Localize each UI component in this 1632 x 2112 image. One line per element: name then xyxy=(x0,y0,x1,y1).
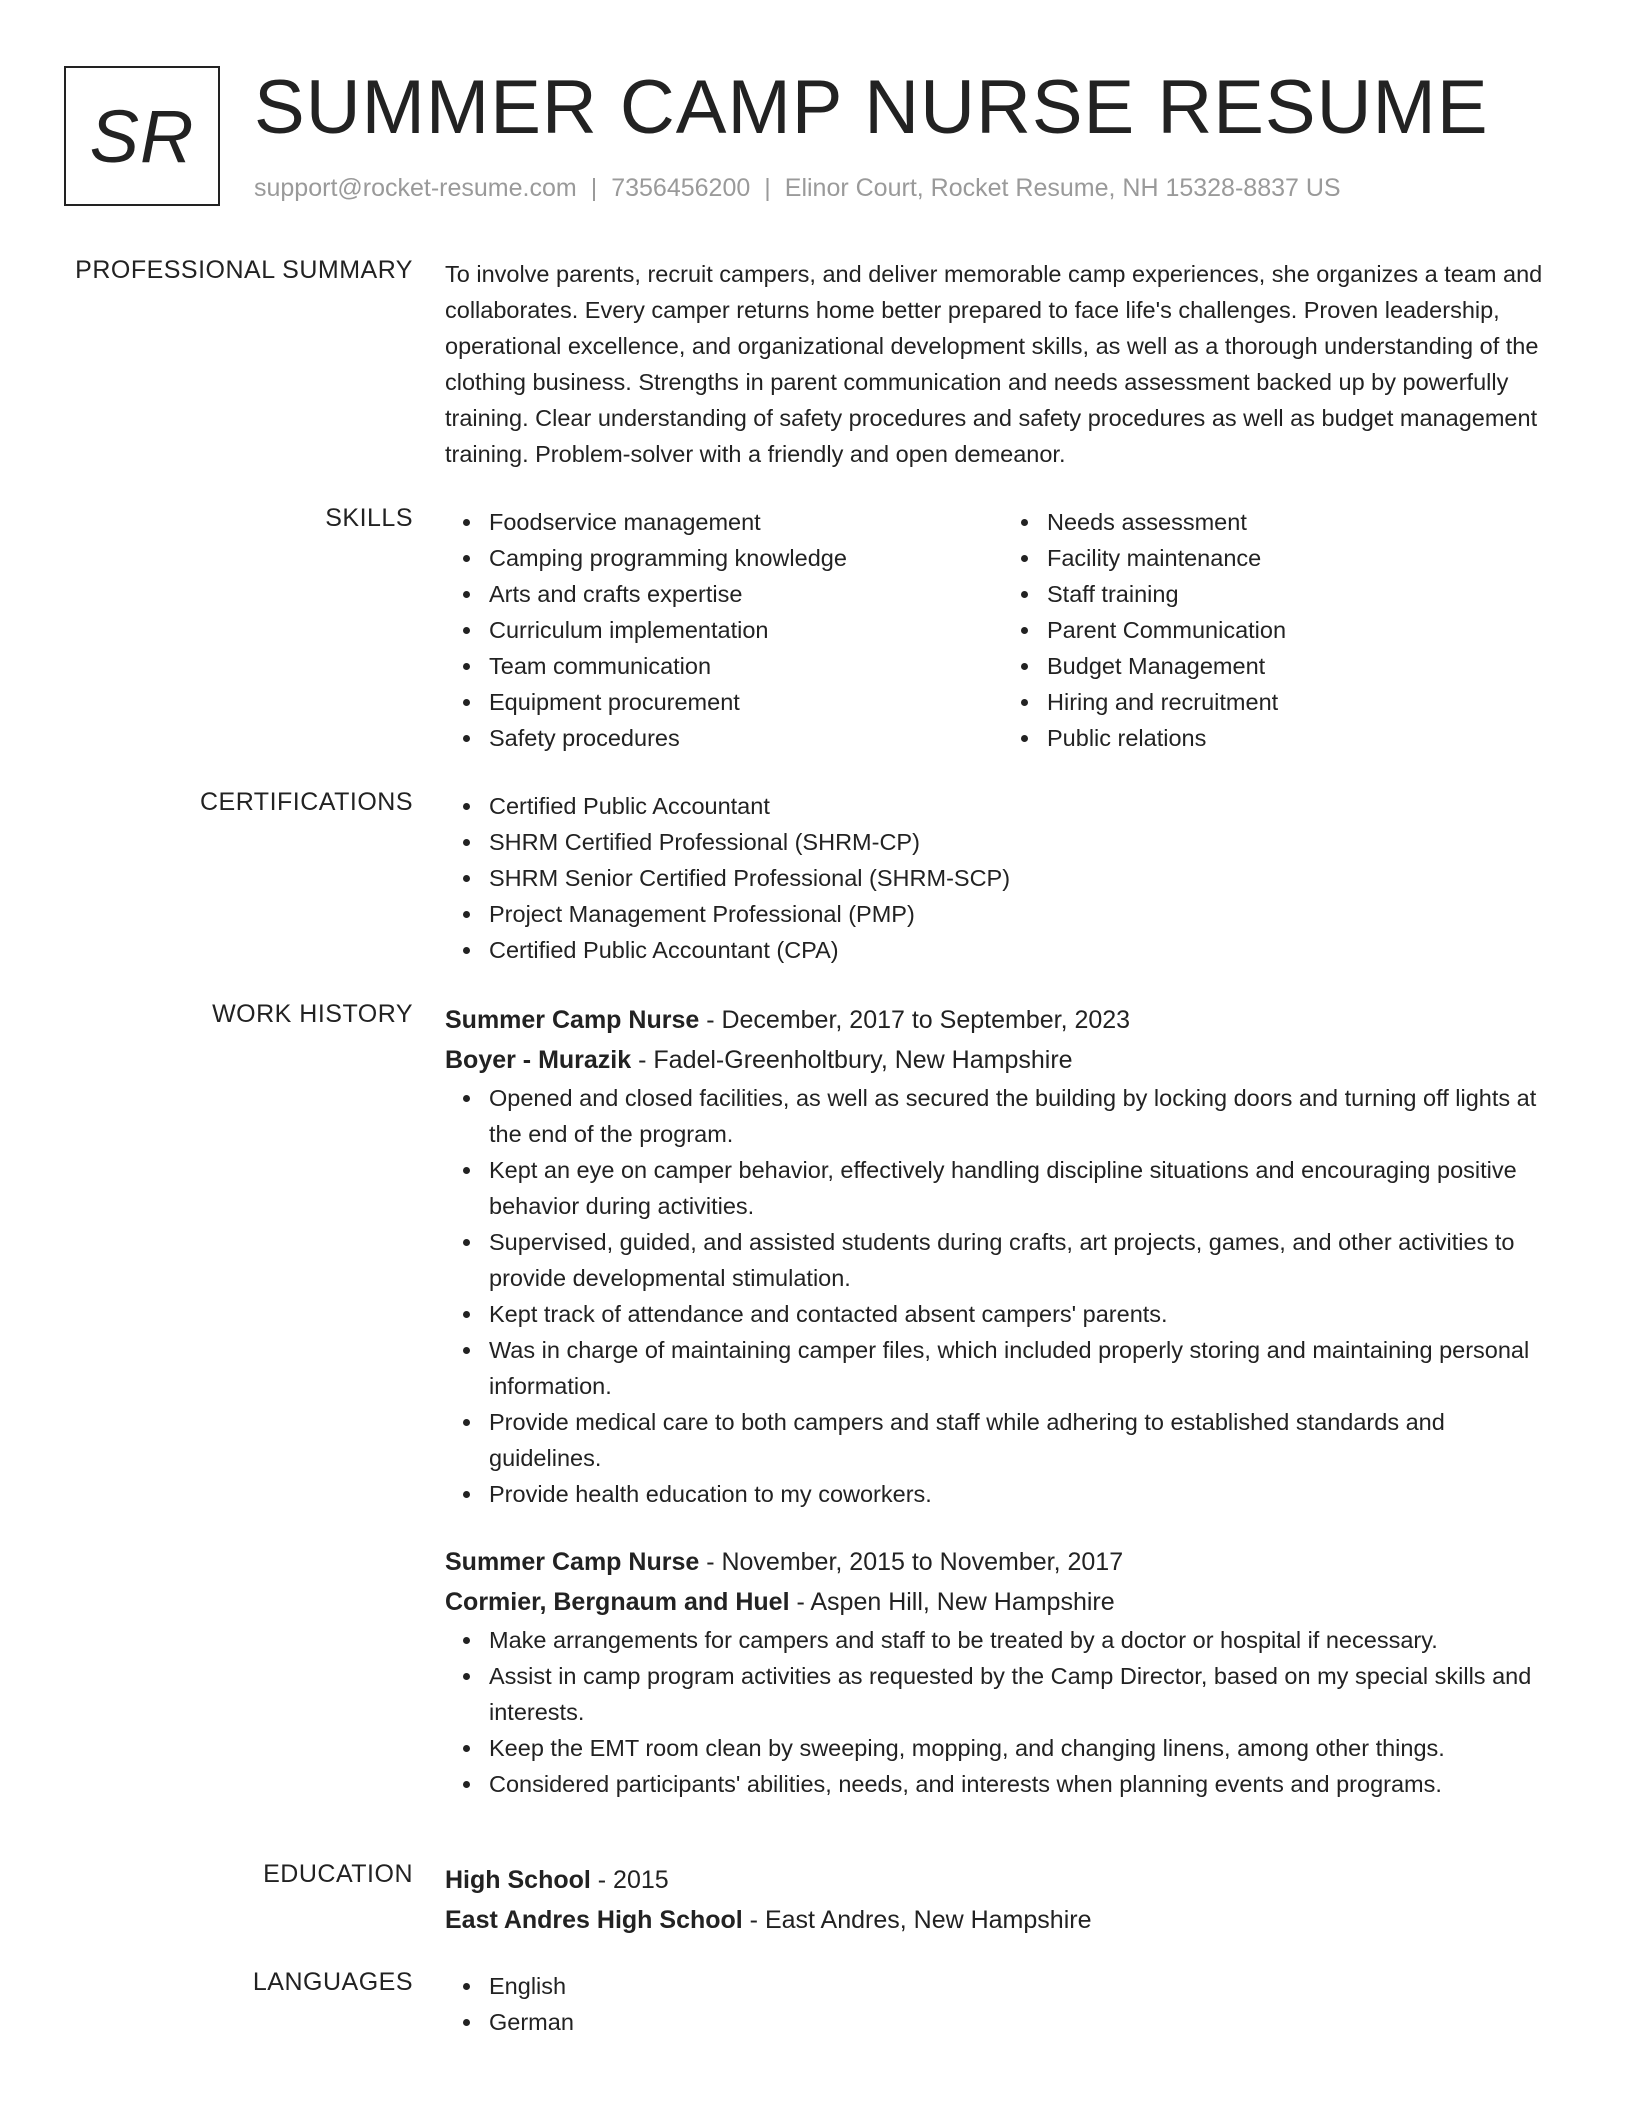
certification-item: Certified Public Accountant (CPA) xyxy=(489,932,1561,968)
skills-body xyxy=(445,504,1561,756)
work-history-body xyxy=(445,1000,1561,1832)
job-company-line xyxy=(445,1582,1561,1622)
skill-item: Facility maintenance xyxy=(1047,540,1561,576)
contact-separator: | xyxy=(764,174,771,202)
contact-email[interactable]: support@rocket-resume.com xyxy=(254,174,577,202)
education-location: - East Andres, New Hampshire xyxy=(742,1906,1092,1934)
job-duty-item: Assist in camp program activities as requested by the Camp Director, based on my special skills and interests. xyxy=(489,1658,1561,1730)
skill-item: Foodservice management xyxy=(489,504,1003,540)
work-history-section xyxy=(64,1000,1564,1860)
certification-item: SHRM Senior Certified Professional (SHRM-SCP) xyxy=(489,860,1561,896)
job-duty-item: Opened and closed facilities, as well as secured the building by locking doors and turning off lights at the end of the program. xyxy=(489,1080,1561,1152)
skill-item: Needs assessment xyxy=(1047,504,1561,540)
job-duty-item: Kept an eye on camper behavior, effectively handling discipline situations and encouraging positive behavior during activities. xyxy=(489,1152,1561,1224)
skill-item: Budget Management xyxy=(1047,648,1561,684)
education-body xyxy=(445,1860,1561,1940)
contact-separator: | xyxy=(590,174,598,202)
job-duty-item: Was in charge of maintaining camper files, which included properly storing and maintaining personal information. xyxy=(489,1332,1561,1404)
certification-item: Certified Public Accountant xyxy=(489,788,1561,824)
job-company: Cormier, Bergnaum and Huel xyxy=(445,1588,790,1616)
skills-list-right xyxy=(1003,504,1561,756)
job-company: Boyer - Murazik xyxy=(445,1046,632,1074)
education-school-line xyxy=(445,1900,1561,1940)
skill-item: Staff training xyxy=(1047,576,1561,612)
summary-body xyxy=(445,256,1561,472)
languages-body xyxy=(445,1968,1561,2040)
certifications-body xyxy=(445,788,1561,968)
language-item: German xyxy=(489,2004,1561,2040)
resume-header xyxy=(64,66,1564,216)
job-duty-item: Provide health education to my coworkers. xyxy=(489,1476,1561,1512)
section-label-summary: PROFESSIONAL SUMMARY xyxy=(75,256,413,284)
skill-item: Public relations xyxy=(1047,720,1561,756)
job-duty-item: Supervised, guided, and assisted students during crafts, art projects, games, and other activities to provide developmental stimulation. xyxy=(489,1224,1561,1296)
job-duty-item: Provide medical care to both campers and staff while adhering to established standards and guidelines. xyxy=(489,1404,1561,1476)
section-label-skills: SKILLS xyxy=(325,504,413,532)
section-label-languages: LANGUAGES xyxy=(252,1968,413,1996)
contact-line xyxy=(254,174,1341,203)
skill-item: Parent Communication xyxy=(1047,612,1561,648)
job-title-line xyxy=(445,1542,1561,1582)
certification-item: Project Management Professional (PMP) xyxy=(489,896,1561,932)
skills-list-left xyxy=(445,504,1003,756)
job-duties-list xyxy=(445,1080,1561,1512)
section-label-work-history: WORK HISTORY xyxy=(212,1000,413,1028)
education-degree-line xyxy=(445,1860,1561,1900)
languages-section xyxy=(64,1968,1564,2058)
monogram-badge: SR xyxy=(64,66,220,206)
skill-item: Safety procedures xyxy=(489,720,1003,756)
job-location: - Aspen Hill, New Hampshire xyxy=(789,1588,1115,1616)
skill-item: Equipment procurement xyxy=(489,684,1003,720)
summary-section xyxy=(64,256,1564,476)
skill-item: Team communication xyxy=(489,648,1003,684)
job-title: Summer Camp Nurse xyxy=(445,1548,700,1576)
job-location: - Fadel-Greenholtbury, New Hampshire xyxy=(631,1046,1073,1074)
job-dates: - November, 2015 to November, 2017 xyxy=(699,1548,1124,1576)
job-dates: - December, 2017 to September, 2023 xyxy=(699,1006,1131,1034)
job-title-line xyxy=(445,1000,1561,1040)
certifications-section xyxy=(64,788,1564,978)
job-duty-item: Make arrangements for campers and staff to be treated by a doctor or hospital if necessary. xyxy=(489,1622,1561,1658)
education-year: - 2015 xyxy=(590,1866,669,1894)
education-degree: High School xyxy=(445,1866,591,1894)
job-duty-item: Considered participants' abilities, needs, and interests when planning events and programs. xyxy=(489,1766,1561,1802)
skill-item: Camping programming knowledge xyxy=(489,540,1003,576)
job-duties-list xyxy=(445,1622,1561,1802)
skill-item: Hiring and recruitment xyxy=(1047,684,1561,720)
skill-item: Arts and crafts expertise xyxy=(489,576,1003,612)
contact-address: Elinor Court, Rocket Resume, NH 15328-8837 US xyxy=(784,174,1341,202)
page-title: SUMMER CAMP NURSE RESUME xyxy=(254,65,1489,150)
job-entry xyxy=(445,1542,1561,1802)
certification-item: SHRM Certified Professional (SHRM-CP) xyxy=(489,824,1561,860)
job-title: Summer Camp Nurse xyxy=(445,1006,700,1034)
skill-item: Curriculum implementation xyxy=(489,612,1003,648)
job-duty-item: Keep the EMT room clean by sweeping, mopping, and changing linens, among other things. xyxy=(489,1730,1561,1766)
job-entry xyxy=(445,1000,1561,1512)
job-company-line xyxy=(445,1040,1561,1080)
languages-list xyxy=(445,1968,1561,2040)
job-duty-item: Kept track of attendance and contacted absent campers' parents. xyxy=(489,1296,1561,1332)
language-item: English xyxy=(489,1968,1561,2004)
certifications-list xyxy=(445,788,1561,968)
education-section xyxy=(64,1860,1564,1960)
section-label-certifications: CERTIFICATIONS xyxy=(199,788,413,816)
contact-phone[interactable]: 7356456200 xyxy=(611,174,751,202)
summary-text: To involve parents, recruit campers, and deliver memorable camp experiences, she organizes a team and collaborates. Every camper returns home better prepared to face life's challenges. Proven leadership, operational excellence, and organizational development skills, as well as a thorough understanding of the clothing business. Strengths in parent communication and needs assessment backed up by powerfully training. Clear understanding of safety procedures and safety procedures as well as budget management training. Problem-solver with a friendly and open demeanor. xyxy=(445,261,1543,467)
education-school: East Andres High School xyxy=(445,1906,743,1934)
section-label-education: EDUCATION xyxy=(263,1860,413,1888)
skills-section xyxy=(64,504,1564,764)
